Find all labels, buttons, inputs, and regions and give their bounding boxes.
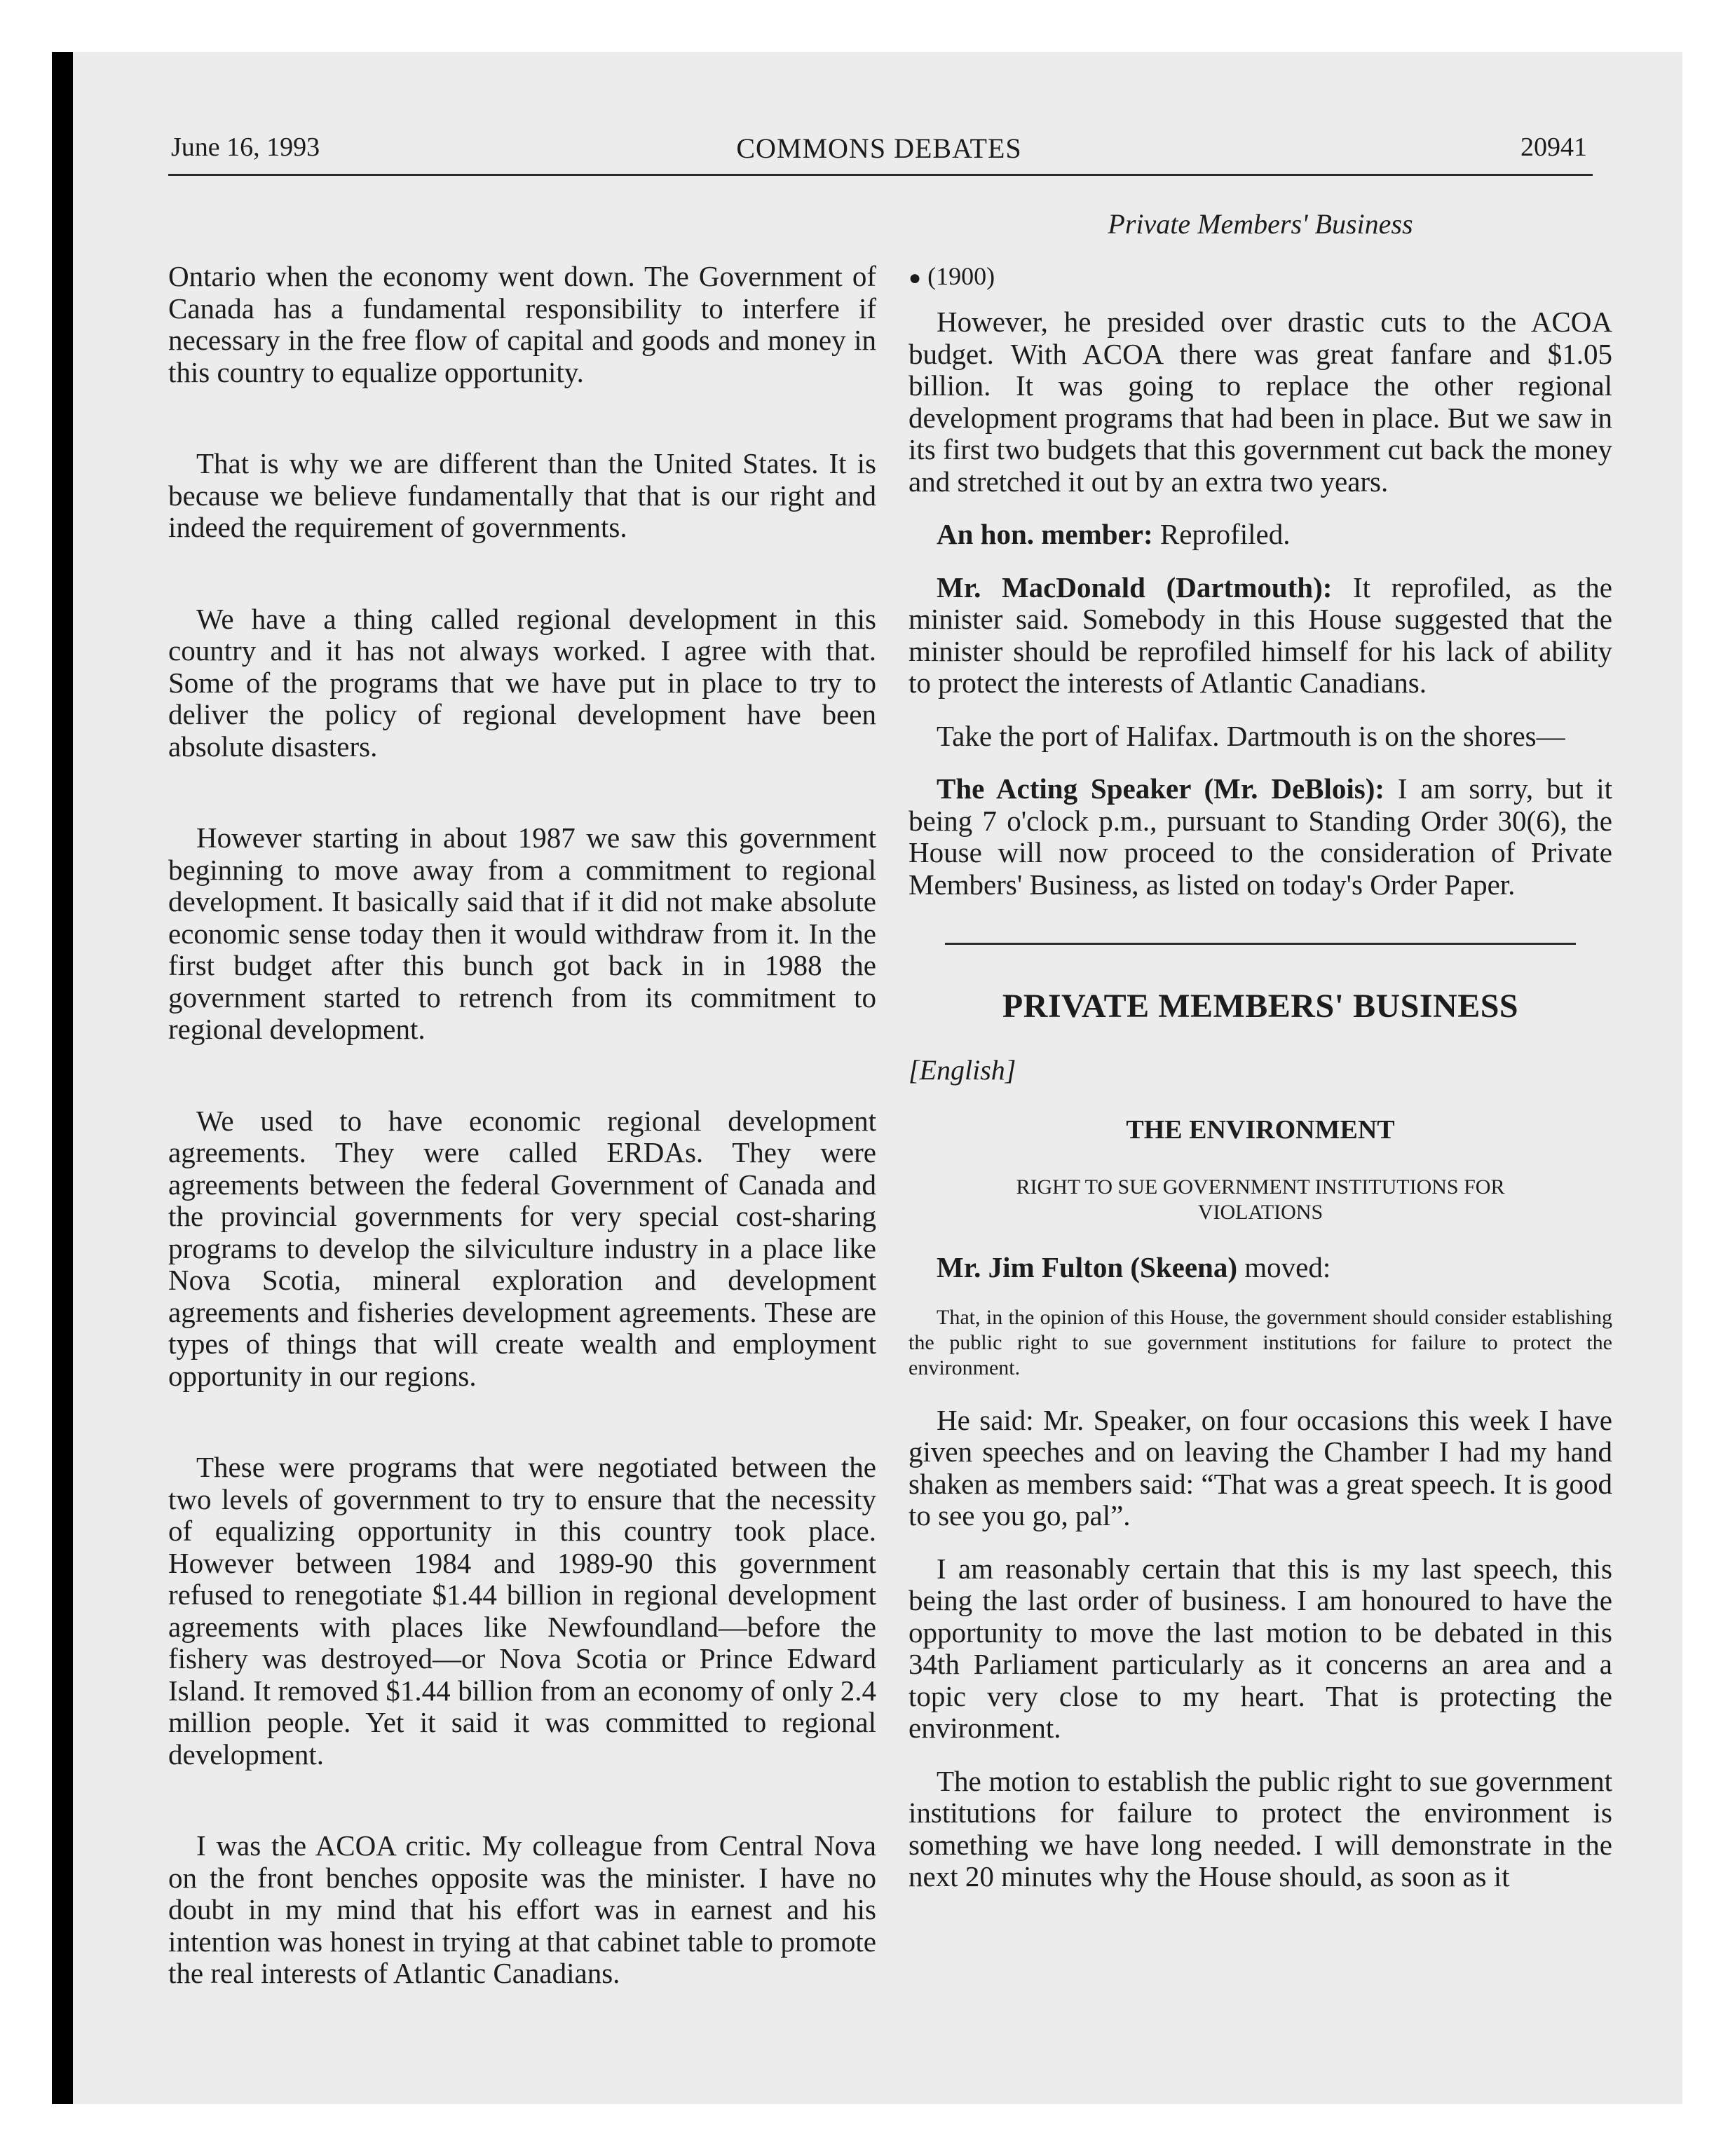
right-paragraph: He said: Mr. Speaker, on four occasions this week I have given speeches and on leaving the Chamber I had my hand shaken as members said: “That was a great speech. It is good to see you go, pal”. <box>909 1403 1612 1531</box>
left-paragraph: These were programs that were negotiated between the two levels of government to try to ensure that the necessity of equalizing opportunity in this country took place. However between 1984 and 1989-90 this government refused to renegotiate $1.44 billion in regional development agreements with places like Newfoundland—before the fishery was destroyed—or Nova Scotia or Prince Edward Island. It removed $1.44 billion from an economy of only 2.4 million people. Yet it said it was committed to regional development. <box>168 1451 876 1770</box>
header-page-number: 20941 <box>1520 132 1587 162</box>
speaker-name: Mr. MacDonald (Dartmouth): <box>937 571 1333 603</box>
binding-edge <box>52 52 73 2104</box>
hon-member-remark <box>909 519 1612 551</box>
speaker-text: I am sorry, but it being 7 o'clock p.m., pursuant to Standing Order 30(6), the House will now proceed to the consideration of Private Members' Business, as listed on today's Order Paper. <box>909 772 1613 901</box>
speaker-text: Reprofiled. <box>1159 518 1291 550</box>
header-date: June 16, 1993 <box>171 132 320 162</box>
section-divider <box>945 943 1576 945</box>
left-paragraph: We used to have economic regional development agreements. They were called ERDAs. They were agreements between the federal Government of Canada and the provincial governments for very special cost-sharing programs to develop the silviculture industry in a place like Nova Scotia, mineral exploration and development agreements and fisheries development agreements. These are types of things that will create wealth and employment opportunity in our regions. <box>168 1104 876 1392</box>
right-paragraph: The motion to establish the public right to sue government institutions for failure to protect the environment is something we have long needed. I will demonstrate in the next 20 minutes why the House should, as soon as it <box>909 1764 1612 1892</box>
acting-speaker-remark <box>909 773 1612 901</box>
speaker-name: The Acting Speaker (Mr. DeBlois): <box>937 772 1385 805</box>
language-marker: [English] <box>909 1054 1016 1086</box>
timestamp <box>909 261 1612 291</box>
header-title: COMMONS DEBATES <box>736 132 1022 164</box>
right-paragraph: I am reasonably certain that this is my last speech, this being the last order of business. I am honoured to have the opportunity to move the last motion to be debated in this 34th Parliament particularly as it concerns an area and a topic very close to my heart. That is protecting the environment. <box>909 1552 1612 1744</box>
speaker-text: It reprofiled, as the minister said. Somebody in this House suggested that the minister should be reprofiled himself for his lack of ability to protect the interests of Atlantic Canadians. <box>909 571 1613 699</box>
header-rule <box>168 174 1593 176</box>
speaker-name: An hon. member: <box>937 518 1153 550</box>
left-paragraph: That is why we are different than the United States. It is because we believe fundamentally that that is our right and indeed the requirement of governments. <box>168 447 876 543</box>
mover-name: Mr. Jim Fulton (Skeena) <box>937 1251 1237 1283</box>
motion-text: That, in the opinion of this House, the government should consider establishing the public right to sue government institutions for failure to protect the environment. <box>909 1305 1612 1379</box>
left-paragraph: I was the ACOA critic. My colleague from Central Nova on the front benches opposite was the minister. I have no doubt in my mind that his effort was in earnest and his intention was honest in trying at that cabinet table to promote the real interests of Atlantic Canadians. <box>168 1829 876 1989</box>
left-paragraph: Ontario when the economy went down. The Government of Canada has a fundamental responsibility to interfere if necessary in the free flow of capital and goods and money in this country to equalize opportunity. <box>168 260 876 388</box>
right-paragraph: Take the port of Halifax. Dartmouth is on the shores— <box>937 719 1565 752</box>
page-header <box>171 132 1587 171</box>
timestamp-text: (1900) <box>927 262 995 290</box>
left-paragraph: We have a thing called regional development in this country and it has not always worked. I agree with that. Some of the programs that we have put in place to try to deliver the policy of regional development have been absolute disasters. <box>168 602 876 763</box>
macdonald-remark <box>909 572 1612 700</box>
right-column <box>909 207 1612 1914</box>
left-column <box>168 261 876 2049</box>
left-paragraph: However starting in about 1987 we saw this government beginning to move away from a commitment to regional development. It basically said that if it did not make absolute economic sense today then it would withdraw from it. In the first budget after this bunch got back in in 1988 the government started to retrench from its commitment to regional development. <box>168 821 876 1045</box>
topic-heading: THE ENVIRONMENT <box>1126 1115 1395 1145</box>
motion-title: RIGHT TO SUE GOVERNMENT INSTITUTIONS FOR VIOLATIONS <box>1016 1175 1505 1224</box>
section-label: Private Members' Business <box>1108 208 1413 240</box>
mover-text: moved: <box>1244 1251 1331 1283</box>
mover-line <box>909 1252 1612 1284</box>
right-paragraph: However, he presided over drastic cuts to the ACOA budget. With ACOA there was great fanfare and $1.05 billion. It was going to replace the other regional development programs that had been in place. But we saw in its first two budgets that this government cut back the money and stretched it out by an extra two years. <box>909 306 1612 498</box>
section-heading: PRIVATE MEMBERS' BUSINESS <box>1002 988 1519 1025</box>
bullet-icon: ● <box>909 266 922 289</box>
